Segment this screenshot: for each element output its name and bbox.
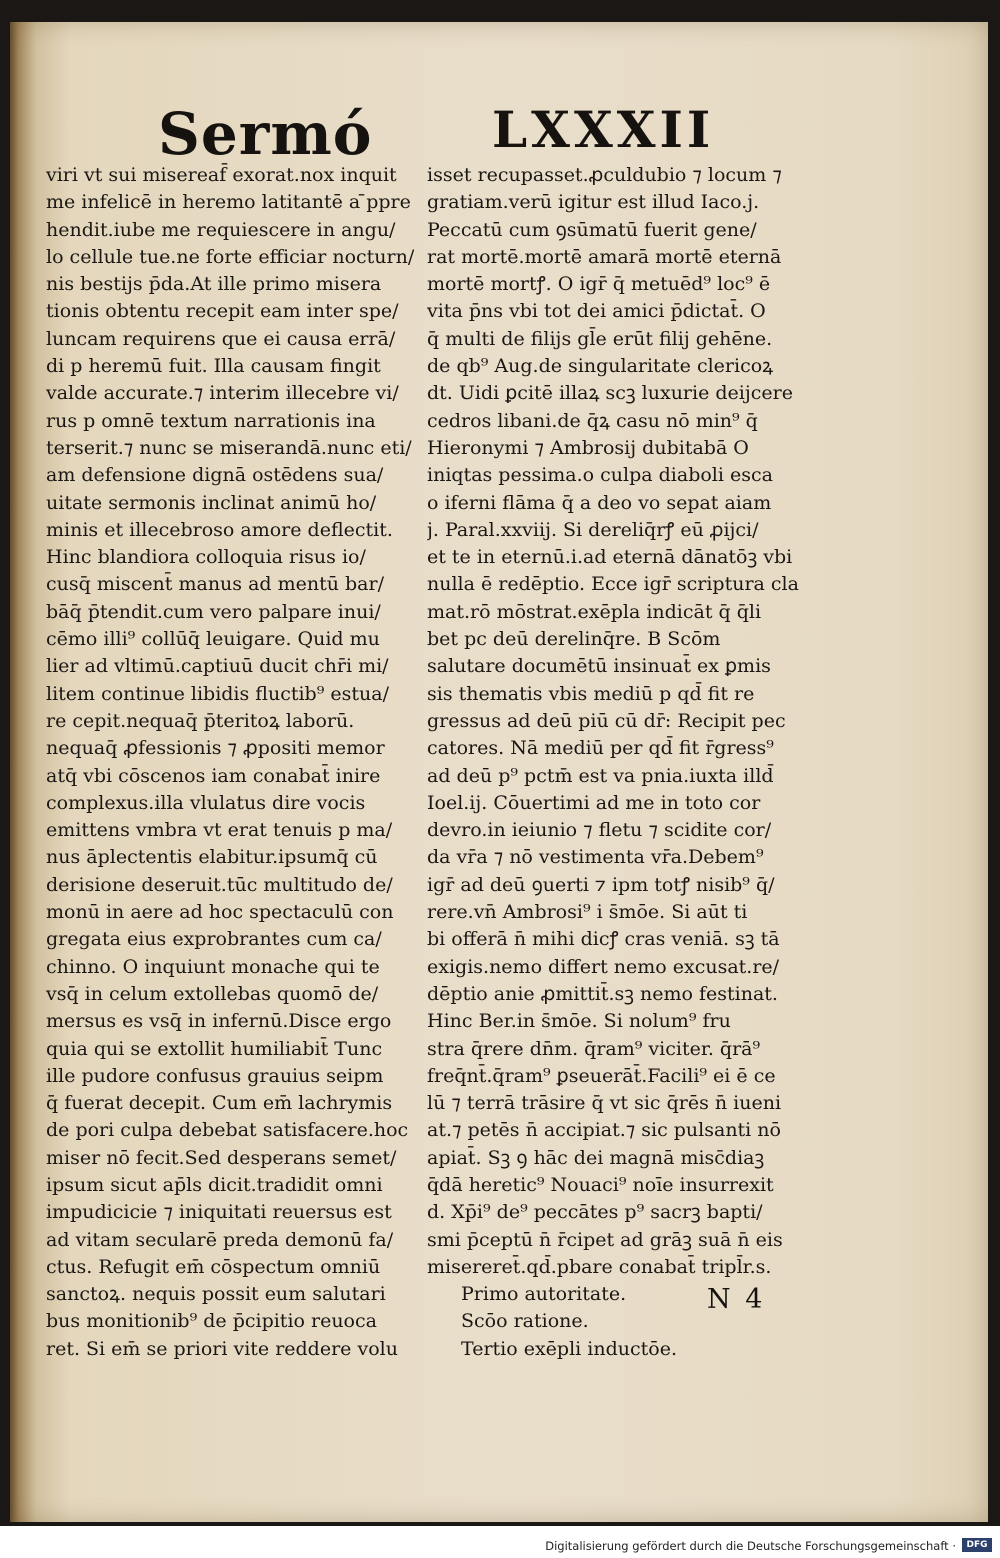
text-line: ipsum sicut ap̄ls dicit.tradidit omni xyxy=(46,1173,383,1196)
text-line: freq̄nt̄.q̄ram⁹ ꝑseuerāt̄.Facili⁹ ei ē ce xyxy=(427,1064,776,1087)
dfg-logo: DFG xyxy=(962,1538,992,1552)
text-line: nus āplectentis elabitur.ipsumq̄ cū xyxy=(46,846,378,869)
text-line: mersus es vsq̄ in infernū.Disce ergo xyxy=(46,1010,392,1033)
text-line: rus p omnē textum narrationis ina xyxy=(46,409,376,432)
text-line: ille pudore confusus grauius seipm xyxy=(46,1064,384,1087)
text-line: bāq̄ p̄tendit.cum vero palpare inui/ xyxy=(46,600,381,623)
text-line: iniqtas pessima.o culpa diaboli esca xyxy=(427,464,773,487)
text-line: misereret̄.qd̄.pbare conabat̄ tripl̄r.s. xyxy=(427,1255,772,1278)
text-line: smi p̄ceptū n̄ r̄cipet ad grāꝫ suā n̄ eis xyxy=(427,1228,783,1251)
text-line: mortē mortꝭ. O igr̄ q̄ metuēd⁹ loc⁹ ē xyxy=(427,273,771,296)
text-line: gregata eius exprobrantes cum ca/ xyxy=(46,928,382,951)
text-line: q̄dā heretic⁹ Nouaci⁹ noīe insurrexit xyxy=(427,1173,774,1196)
text-line: apiat̄. Sꝫ ꝯ hāc dei magnā misc̄diaꝫ xyxy=(427,1146,765,1169)
text-line: bus monitionib⁹ de p̄cipitio reuoca xyxy=(46,1310,377,1333)
left-text-column xyxy=(46,162,414,1363)
text-line: rat mortē.mortē amarā mortē eternā xyxy=(427,245,782,268)
text-line: nis bestijs p̄da.At ille primo misera xyxy=(46,273,382,296)
text-line: ctus. Refugit em̄ cōspectum omniū xyxy=(46,1255,381,1278)
text-line: stra q̄rere dn̄m. q̄ram⁹ viciter. q̄rā⁹ xyxy=(427,1037,761,1060)
text-line: derisione deseruit.tūc multitudo de/ xyxy=(46,873,393,896)
text-line: me infelicē in heremo latitantē a ̄ppre xyxy=(46,191,411,214)
text-line: dt. Uidi ꝑcitē illaꝝ scꝫ luxurie deijcere xyxy=(427,382,793,405)
folio-numeral: LXXXII xyxy=(492,100,715,159)
text-line: hendit.iube me requiescere in angu/ xyxy=(46,218,396,241)
text-line: bi offerā n̄ mihi dicꝭ cras veniā. sꝫ tā xyxy=(427,928,780,951)
text-line: lo cellule tue.ne forte efficiar nocturn/ xyxy=(46,245,414,268)
text-line: tionis obtentu recepit eam inter spe/ xyxy=(46,300,399,323)
text-line: miser nō fecit.Sed desperans semet/ xyxy=(46,1146,397,1169)
text-line: at.⁊ petēs n̄ accipiat.⁊ sic pulsanti nō xyxy=(427,1119,781,1142)
text-line: impudicicie ⁊ iniquitati reuersus est xyxy=(46,1201,392,1224)
text-line: viri vt sui misereaf̄ exorat.nox inquit xyxy=(46,164,397,186)
text-line: exigis.nemo differt nemo excusat.re/ xyxy=(427,955,780,978)
text-line: d. Xp̄i⁹ de⁹ peccātes p⁹ sacrꝫ bapti/ xyxy=(427,1201,763,1224)
running-head-title: Sermó xyxy=(158,100,373,168)
text-line: emittens vmbra vt erat tenuis p ma/ xyxy=(46,819,393,842)
text-line: terserit.⁊ nunc se miserandā.nunc eti/ xyxy=(46,436,412,459)
signature-mark: N 4 xyxy=(707,1284,766,1315)
text-line: re cepit.nequaq̄ p̄teritoꝝ laborū. xyxy=(46,709,355,732)
text-line: lier ad vltimū.captiuū ducit chr̄i mi/ xyxy=(46,655,389,678)
text-line: nequaq̄ ꝓfessionis ⁊ ꝓpositi memor xyxy=(46,737,385,760)
text-line: q̄ multi de filijs gl̄e erūt filij gehēne. xyxy=(427,327,773,350)
text-line: et te in eternū.i.ad eternā dānatōꝫ vbi xyxy=(427,546,793,569)
text-line: bet pc deū derelinq̄re. B Scōm xyxy=(427,628,721,651)
text-line: de pori culpa debebat satisfacere.hoc xyxy=(46,1119,409,1142)
text-line: nulla ē redēptio. Ecce igr̄ scriptura cla xyxy=(427,573,799,596)
right-text-column xyxy=(427,162,799,1363)
text-line: monū in aere ad hoc spectaculū con xyxy=(46,901,394,924)
text-line: salutare documētū insinuat̄ ex ꝑmis xyxy=(427,655,771,678)
text-line: cēmo illi⁹ collūq̄ leuigare. Quid mu xyxy=(46,628,380,651)
text-line: quia qui se extollit humiliabit̄ Tunc xyxy=(46,1037,383,1060)
text-line: vita p̄ns vbi tot dei amici p̄dictat̄. O xyxy=(427,300,766,323)
text-line: dēptio anie ꝓmittit̄.sꝫ nemo festinat. xyxy=(427,982,778,1005)
text-line: uitate sermonis inclinat animū ho/ xyxy=(46,491,377,514)
text-line: vsq̄ in celum extollebas quomō de/ xyxy=(46,982,379,1005)
text-line: complexus.illa vlulatus dire vocis xyxy=(46,791,366,814)
list-item: Primo autoritate. xyxy=(461,1283,627,1306)
text-line: igr̄ ad deū ꝯuerti ⁊ ipm totꝭ nisib⁹ q̄/ xyxy=(427,873,775,896)
text-line: q̄ fuerat decepit. Cum em̄ lachrymis xyxy=(46,1092,393,1115)
text-line: ret. Si em̄ se priori vite reddere volu xyxy=(46,1337,398,1360)
text-line: atq̄ vbi cōscenos iam conabat̄ inire xyxy=(46,764,381,787)
text-line: gratiam.verū igitur est illud Iaco.j. xyxy=(427,191,760,214)
text-line: lū ⁊ terrā trāsire q̄ vt sic q̄rēs n̄ iueni xyxy=(427,1092,782,1115)
text-line: de qb⁹ Aug.de singularitate clericoꝝ xyxy=(427,355,774,378)
text-line: catores. Nā mediū per qd̄ fit r̄gress⁹ xyxy=(427,737,774,760)
text-line: Hinc Ber.in s̄mōe. Si nolum⁹ fru xyxy=(427,1010,731,1033)
text-line: am defensione dignā ostēdens sua/ xyxy=(46,464,384,487)
text-line: ad vitam secularē preda demonū fa/ xyxy=(46,1228,394,1251)
text-line: sis thematis vbis mediū p qd̄ fit re xyxy=(427,682,755,705)
text-line: di p heremū fuit. Illa causam fingit xyxy=(46,355,381,378)
list-item: Tertio exēpli inductōe. xyxy=(461,1337,677,1360)
text-line: devro.in ieiunio ⁊ fletu ⁊ scidite cor/ xyxy=(427,819,772,842)
book-page xyxy=(10,22,988,1522)
text-line: mat.rō mōstrat.exēpla indicāt q̄ q̄li xyxy=(427,600,762,623)
footer-bar xyxy=(0,1526,1000,1558)
text-line: Hinc blandiora colloquia risus io/ xyxy=(46,546,366,569)
text-line: Ioel.ij. Cōuertimi ad me in toto cor xyxy=(427,791,761,814)
text-line: ad deū p⁹ pctm̄ est va pnia.iuxta illd̄ xyxy=(427,764,774,787)
text-line: o iferni flāma q̄ a deo vo sepat aiam xyxy=(427,491,772,514)
text-line: da vr̄a ⁊ nō vestimenta vr̄a.Debem⁹ xyxy=(427,846,764,869)
text-line: cedros libani.de q̄ꝝ casu nō min⁹ q̄ xyxy=(427,409,758,432)
list-item: Scōo ratione. xyxy=(461,1310,589,1333)
text-line: valde accurate.⁊ interim illecebre vi/ xyxy=(46,382,399,405)
text-line: luncam requirens que ei causa errā/ xyxy=(46,327,396,350)
text-line: sanctoꝝ. nequis possit eum salutari xyxy=(46,1283,386,1306)
text-line: Peccatū cum ꝯsūmatū fuerit gene/ xyxy=(427,218,757,241)
text-line: j. Paral.xxviij. Si dereliq̄rꝭ eū ꝓijci/ xyxy=(427,518,759,541)
text-line: cusq̄ miscent̄ manus ad mentū bar/ xyxy=(46,573,384,596)
text-line: Hieronymi ⁊ Ambrosij dubitabā O xyxy=(427,436,749,459)
text-line: litem continue libidis fluctib⁹ estua/ xyxy=(46,682,389,705)
text-line: isset recupasset.ꝓculdubio ⁊ locum ⁊ xyxy=(427,164,782,186)
text-line: minis et illecebroso amore deflectit. xyxy=(46,518,393,541)
text-line: rere.vn̄ Ambrosi⁹ i s̄mōe. Si aūt ti xyxy=(427,901,748,924)
text-line: gressus ad deū piū cū dr̄: Recipit pec xyxy=(427,709,786,732)
text-line: chinno. O inquiunt monache qui te xyxy=(46,955,380,978)
funding-credit: Digitalisierung gefördert durch die Deutsche Forschungsgemeinschaft · xyxy=(545,1539,956,1553)
